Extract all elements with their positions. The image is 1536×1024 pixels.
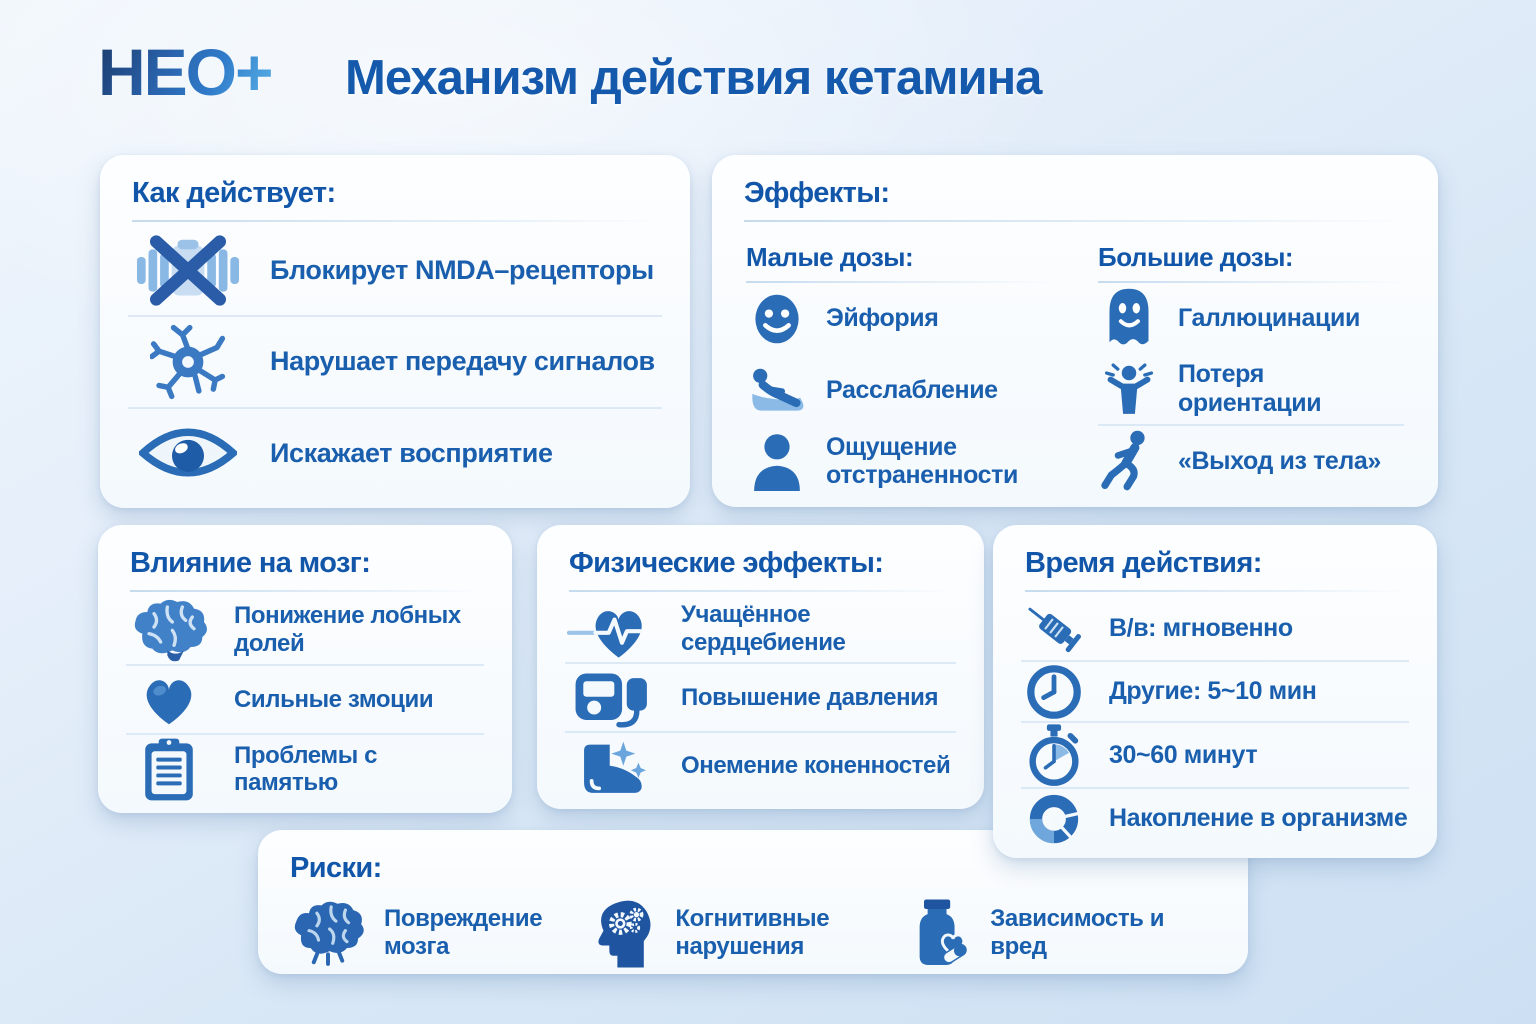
list-item <box>746 426 1052 497</box>
list-item <box>565 664 956 733</box>
list-item-label: Повышение давления <box>681 683 939 711</box>
list-item <box>908 898 1216 968</box>
person-bust-icon <box>746 431 808 491</box>
list-item-label: Проблемы с памятью <box>234 741 378 797</box>
card-effects-title: Эффекты: <box>744 177 890 209</box>
list-item <box>565 596 956 664</box>
card-physical-title: Физические эффекты: <box>569 547 884 579</box>
large-doses-subtitle: Большие дозы: <box>1098 242 1294 272</box>
brain-icon <box>126 597 212 662</box>
card-risks-title: Риски: <box>290 852 382 884</box>
list-item-label: Зависимость и вред <box>990 905 1165 960</box>
disoriented-person-icon <box>1098 361 1160 418</box>
list-item <box>126 735 484 803</box>
list-item <box>591 897 908 969</box>
list-item <box>1098 283 1404 354</box>
clock-icon <box>1021 664 1087 720</box>
reclining-person-icon <box>746 363 808 417</box>
ghost-icon <box>1098 287 1160 349</box>
small-doses-subtitle: Малые дозы: <box>746 242 914 272</box>
nmda-receptor-blocked-icon <box>128 232 248 309</box>
card-how-title: Как действует: <box>132 177 336 209</box>
list-item-label: Нарушает передачу сигналов <box>270 346 655 377</box>
numb-foot-icon <box>565 734 659 799</box>
card-duration <box>993 525 1437 858</box>
page-title: Механизм действия кетамина <box>345 51 1042 105</box>
donut-chart-icon <box>1021 792 1087 846</box>
list-item <box>746 283 1052 354</box>
pill-bottle-icon <box>908 898 972 968</box>
neuron-icon <box>128 324 248 400</box>
blood-pressure-icon <box>565 664 659 731</box>
damaged-brain-icon <box>290 899 366 967</box>
list-item <box>1021 662 1409 723</box>
stopwatch-icon <box>1021 723 1087 787</box>
floating-person-icon <box>1098 429 1160 495</box>
list-item <box>1021 789 1409 848</box>
smiley-icon <box>746 292 808 346</box>
list-item-label: Другие: 5~10 мин <box>1109 677 1317 706</box>
list-item-label: 30~60 минут <box>1109 740 1258 769</box>
list-item-label: Понижение лобных долей <box>234 602 461 657</box>
list-item <box>128 317 662 408</box>
heart-icon <box>126 672 212 728</box>
list-item <box>290 899 591 967</box>
list-item <box>1098 354 1404 427</box>
list-item-label: Эйфория <box>826 304 939 333</box>
list-item <box>746 354 1052 425</box>
list-item-label: Расслабление <box>826 375 998 404</box>
list-item <box>1098 426 1404 497</box>
list-item-label: Накопление в организме <box>1109 804 1408 833</box>
cognitive-head-icon <box>591 897 657 969</box>
list-item <box>126 666 484 736</box>
list-item <box>128 409 662 498</box>
heartbeat-icon <box>565 598 659 661</box>
list-item-label: Искажает восприятие <box>270 437 553 468</box>
card-brain-title: Влияние на мозг: <box>130 547 371 579</box>
card-physical-effects <box>537 525 984 809</box>
list-item-label: Блокирует NMDA–рецепторы <box>270 255 654 286</box>
list-item-label: Потеря ориентации <box>1178 360 1322 417</box>
list-item <box>1021 596 1409 662</box>
list-item-label: В/в: мгновенно <box>1109 613 1293 642</box>
large-doses-column <box>1098 236 1404 497</box>
list-item-label: Повреждение мозга <box>384 905 543 960</box>
small-doses-column <box>746 236 1052 497</box>
syringe-icon <box>1021 596 1087 660</box>
list-item-label: Ощущение отстраненности <box>826 432 1018 490</box>
card-how-it-works <box>100 155 690 508</box>
logo: НЕО+ <box>98 35 272 109</box>
list-item-label: Сильные змоции <box>234 685 434 713</box>
list-item <box>565 733 956 799</box>
card-duration-title: Время действия: <box>1025 547 1262 579</box>
eye-icon <box>128 421 248 485</box>
clipboard-icon <box>126 737 212 802</box>
list-item <box>1021 723 1409 789</box>
list-item-label: Галлюцинации <box>1178 303 1360 332</box>
card-effects <box>712 155 1438 507</box>
list-item-label: Когнитивные нарушения <box>675 905 830 960</box>
list-item-label: «Выход из тела» <box>1178 447 1381 476</box>
list-item <box>128 226 662 317</box>
card-brain-impact <box>98 525 512 813</box>
list-item <box>126 596 484 666</box>
list-item-label: Учащённое сердцебиение <box>681 601 846 656</box>
list-item-label: Онемение коненностей <box>681 752 951 780</box>
